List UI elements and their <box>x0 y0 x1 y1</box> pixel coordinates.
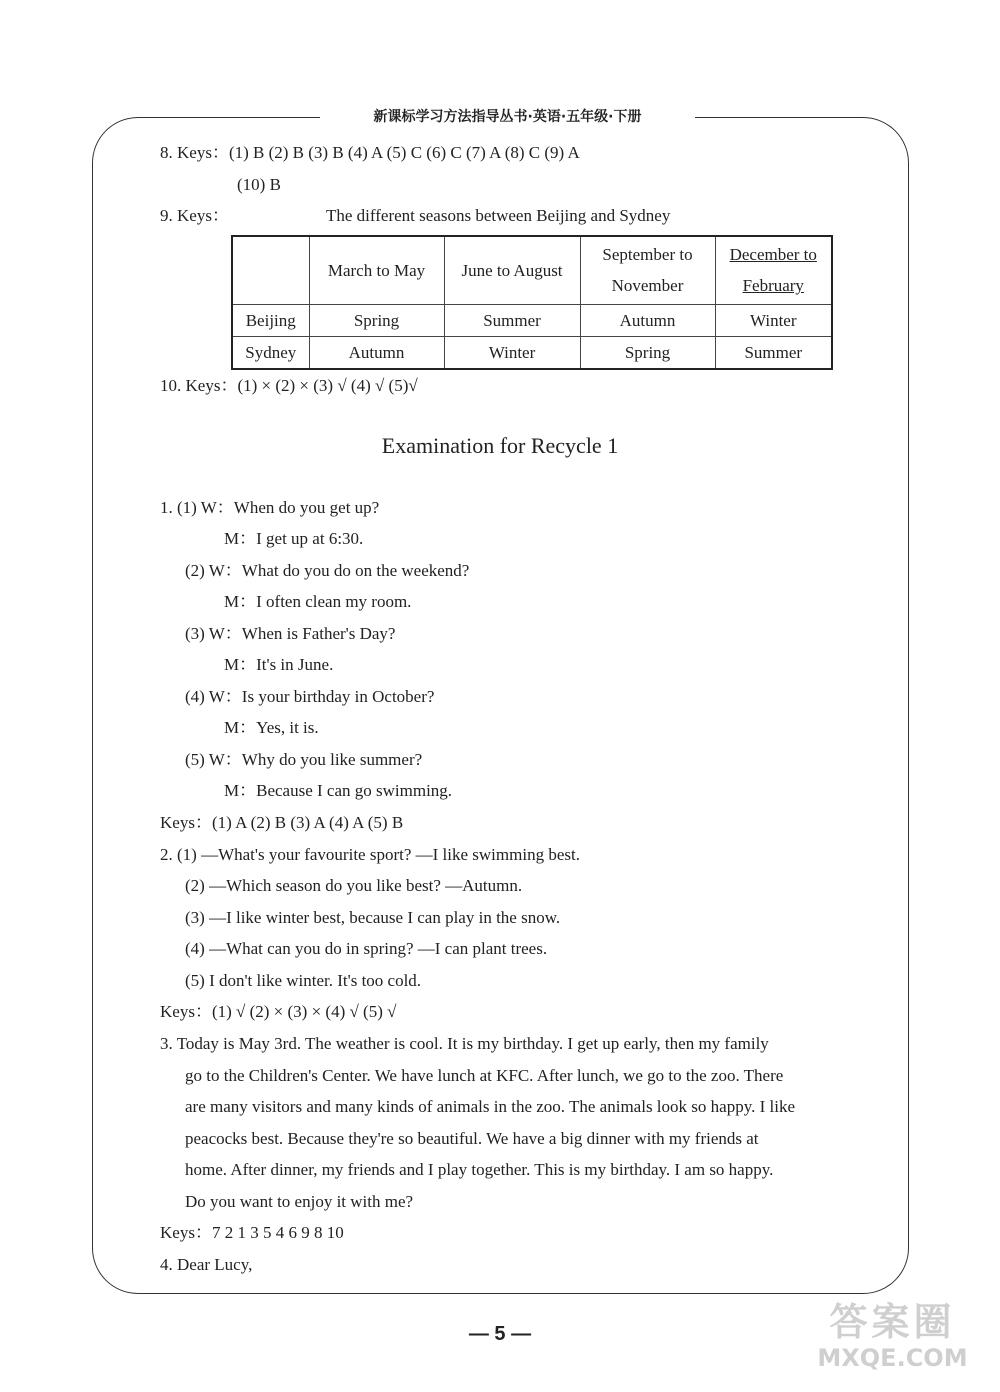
table-header-cell <box>580 236 715 304</box>
dialogue-line: M：It's in June. <box>224 655 334 674</box>
table-header-cell: March to May <box>309 236 444 304</box>
q2-keys: Keys：(1) √ (2) × (3) × (4) √ (5) √ <box>160 1002 397 1021</box>
q2-line: (2) —Which season do you like best? —Autumn. <box>185 876 523 895</box>
watermark-logo <box>795 1300 990 1382</box>
table-cell: Autumn <box>309 336 444 369</box>
q3-paragraph-line: go to the Children's Center. We have lunch at KFC. After lunch, we go to the zoo. There <box>185 1066 784 1085</box>
q4-line: 4. Dear Lucy, <box>160 1255 253 1274</box>
header-line: February <box>742 276 804 296</box>
table-row <box>232 336 832 369</box>
dialogue-line: M：Because I can go swimming. <box>224 781 453 800</box>
dialogue-line: (4) W：Is your birthday in October? <box>185 687 435 706</box>
q9-label: 9. Keys： <box>160 206 229 225</box>
q8-keys-line1: 8. Keys：(1) B (2) B (3) B (4) A (5) C (6) C (7) A (8) C (9) A <box>160 143 580 162</box>
q3-keys: Keys：7 2 1 3 5 4 6 9 8 10 <box>160 1223 344 1242</box>
q1-keys: Keys：(1) A (2) B (3) A (4) A (5) B <box>160 813 404 832</box>
q2-line: (3) —I like winter best, because I can play in the snow. <box>185 908 561 927</box>
table-header-cell: June to August <box>444 236 580 304</box>
dialogue-line: M：Yes, it is. <box>224 718 319 737</box>
q3-paragraph-line: 3. Today is May 3rd. The weather is cool. It is my birthday. I get up early, then my family <box>160 1034 769 1053</box>
table-header-cell <box>715 236 832 304</box>
q3-paragraph-line: Do you want to enjoy it with me? <box>185 1192 414 1211</box>
table-cell: Winter <box>715 304 832 336</box>
table-cell: Summer <box>715 336 832 369</box>
dialogue-line: (5) W：Why do you like summer? <box>185 750 423 769</box>
header-line: September to <box>602 245 693 265</box>
q3-paragraph-line: home. After dinner, my friends and I play together. This is my birthday. I am so happy. <box>185 1160 774 1179</box>
exam-title: Examination for Recycle 1 <box>381 433 619 458</box>
table-cell: Autumn <box>580 304 715 336</box>
table-header-row <box>232 236 832 304</box>
table-row <box>232 304 832 336</box>
header-line: November <box>611 276 684 296</box>
dialogue-line: (3) W：When is Father's Day? <box>185 624 396 643</box>
table-cell: Winter <box>444 336 580 369</box>
dialogue-line: M：I get up at 6:30. <box>224 529 364 548</box>
q2-line: 2. (1) —What's your favourite sport? —I like swimming best. <box>160 845 580 864</box>
q3-paragraph-line: are many visitors and many kinds of animals in the zoo. The animals look so happy. I like <box>185 1097 795 1116</box>
table-cell: Spring <box>580 336 715 369</box>
running-header: 新课标学习方法指导丛书·英语·五年级·下册 <box>320 104 695 130</box>
dialogue-line: (2) W：What do you do on the weekend? <box>185 561 470 580</box>
header-line: December to <box>729 245 817 265</box>
table-caption: The different seasons between Beijing and Sydney <box>326 206 671 225</box>
table-cell: Summer <box>444 304 580 336</box>
q2-line: (5) I don't like winter. It's too cold. <box>185 971 422 990</box>
row-header-cell: Beijing <box>232 304 309 336</box>
q2-line: (4) —What can you do in spring? —I can plant trees. <box>185 939 548 958</box>
watermark-text-bottom: MXQE.COM <box>817 1344 968 1372</box>
q8-keys-line2: (10) B <box>237 175 281 194</box>
seasons-table <box>231 235 833 370</box>
dialogue-line: 1. (1) W：When do you get up? <box>160 498 380 517</box>
dialogue-line: M：I often clean my room. <box>224 592 412 611</box>
table-header-cell <box>232 236 309 304</box>
q10-keys: 10. Keys：(1) × (2) × (3) √ (4) √ (5)√ <box>160 376 418 395</box>
watermark-text-top: 答案圈 <box>829 1300 956 1344</box>
page-number: — 5 — <box>468 1323 532 1345</box>
row-header-cell: Sydney <box>232 336 309 369</box>
table-cell: Spring <box>309 304 444 336</box>
q3-paragraph-line: peacocks best. Because they're so beautiful. We have a big dinner with my friends at <box>185 1129 759 1148</box>
